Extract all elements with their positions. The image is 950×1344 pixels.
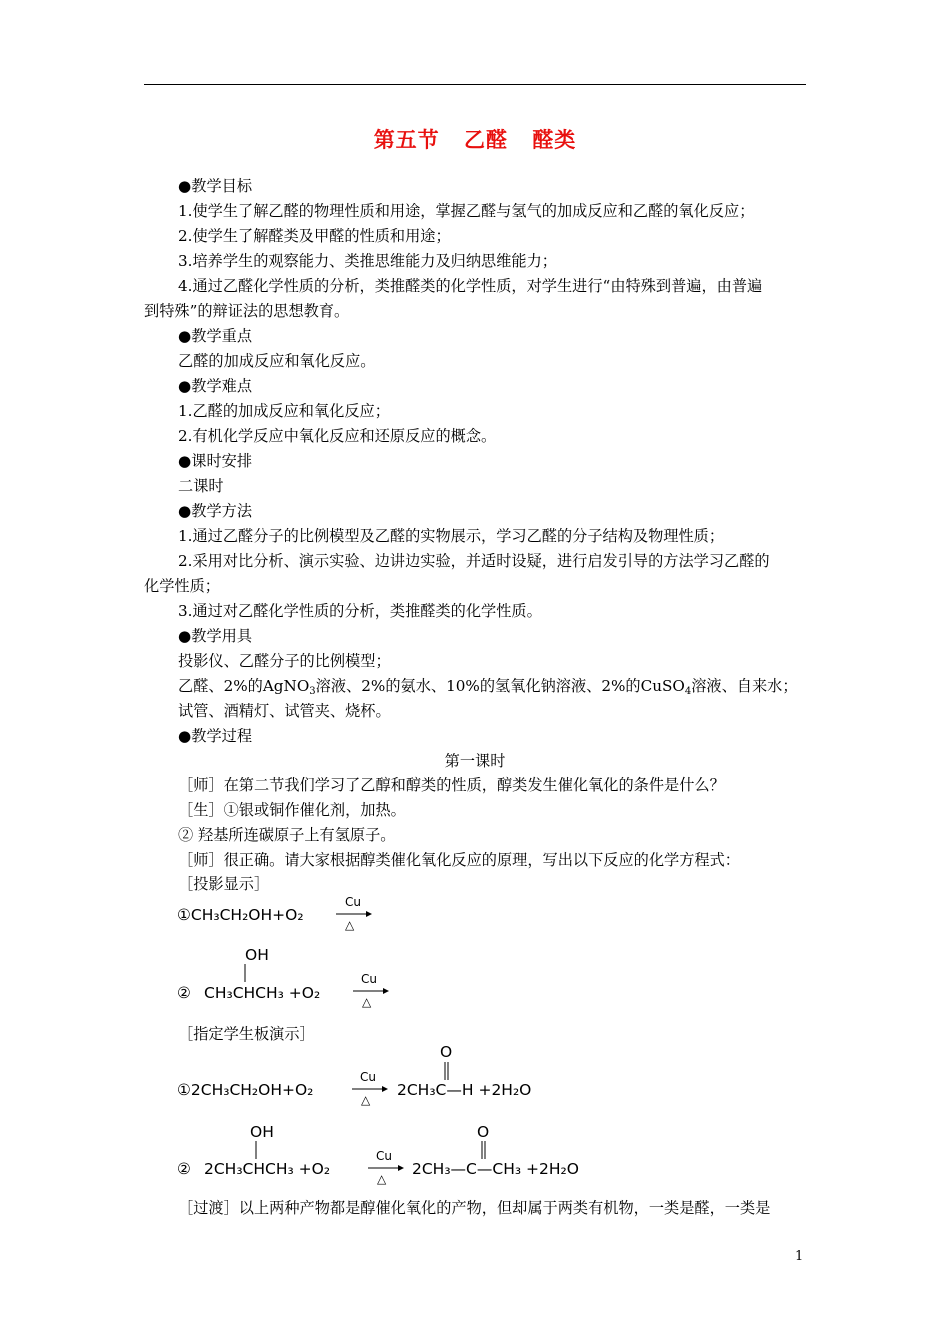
tools-1: 投影仪、乙醛分子的比例模型；: [178, 652, 391, 670]
answer-equation-1-right: 2CH₃C—H +2H₂O: [397, 1081, 532, 1099]
board-demo-label: ［指定学生板演示］: [178, 1025, 315, 1043]
carbonyl-oxygen: O: [477, 1123, 490, 1141]
hydroxyl-group: OH: [245, 946, 269, 964]
method-2-line-2: 化学性质；: [144, 577, 220, 595]
bond-line: [255, 1141, 259, 1161]
catalyst-label: Cu: [376, 1149, 392, 1163]
goal-3: 3.培养学生的观察能力、类推思维能力及归纳思维能力；: [178, 252, 557, 270]
title-acetaldehyde: 乙醛: [464, 127, 508, 152]
teacher-instruction: ［师］很正确。请大家根据醇类催化氧化反应的原理，写出以下反应的化学方程式：: [178, 851, 740, 869]
heat-label: △: [345, 918, 355, 932]
reaction-arrow-icon: [368, 1164, 408, 1172]
goals-heading: ●教学目标: [178, 177, 253, 195]
double-bond: [480, 1141, 488, 1161]
title-aldehydes: 醛类: [532, 127, 577, 152]
process-heading: ●教学过程: [178, 727, 253, 745]
teacher-question: ［师］在第二节我们学习了乙醇和醇类的性质，醇类发生催化氧化的条件是什么？: [178, 776, 725, 794]
answer-equation-1-left: ①2CH₃CH₂OH+O₂: [177, 1081, 314, 1099]
page-number: 1: [795, 1249, 804, 1264]
heat-label: △: [377, 1172, 387, 1186]
difficulty-heading: ●教学难点: [178, 377, 253, 395]
method-1: 1.通过乙醛分子的比例模型及乙醛的实物展示，学习乙醛的分子结构及物理性质；: [178, 527, 725, 545]
goal-4-line-2: 到特殊”的辩证法的思想教育。: [144, 302, 350, 320]
answer-equation-2-left: 2CH₃CHCH₃ +O₂: [204, 1160, 331, 1178]
goal-2: 2.使学生了解醛类及甲醛的性质和用途；: [178, 227, 451, 245]
catalyst-label: Cu: [360, 1070, 376, 1084]
tools-3: 试管、酒精灯、试管夹、烧杯。: [178, 702, 391, 720]
student-answer-2: ② 羟基所连碳原子上有氢原子。: [178, 826, 396, 844]
difficulty-1: 1.乙醛的加成反应和氧化反应；: [178, 402, 390, 420]
equation-number-2: ②: [177, 1160, 191, 1178]
goal-4-line-1: 4.通过乙醛化学性质的分析，类推醛类的化学性质，对学生进行“由特殊到普遍，由普遍: [178, 277, 763, 295]
reaction-arrow-icon: [353, 987, 393, 995]
catalyst-label: Cu: [361, 972, 377, 986]
tools-heading: ●教学用具: [178, 627, 253, 645]
equation-number-2: ②: [177, 984, 191, 1002]
goal-1: 1.使学生了解乙醛的物理性质和用途，掌握乙醛与氢气的加成反应和乙醛的氧化反应；: [178, 202, 755, 220]
difficulty-2: 2.有机化学反应中氧化反应和还原反应的概念。: [178, 427, 497, 445]
heat-label: △: [362, 995, 372, 1009]
method-heading: ●教学方法: [178, 502, 253, 520]
page-title: [0, 124, 950, 154]
lesson-1-heading: 第一课时: [444, 752, 506, 770]
question-equation-1: ①CH₃CH₂OH+O₂: [177, 906, 304, 924]
carbonyl-oxygen: O: [440, 1043, 453, 1061]
reaction-arrow-icon: [352, 1085, 392, 1093]
projection-label: ［投影显示］: [178, 875, 270, 893]
answer-equation-2-right: 2CH₃—C—CH₃ +2H₂O: [412, 1160, 579, 1178]
header-rule: [144, 84, 806, 85]
method-2-line-1: 2.采用对比分析、演示实验、边讲边实验，并适时设疑，进行启发引导的方法学习乙醛的: [178, 552, 770, 570]
method-3: 3.通过对乙醛化学性质的分析，类推醛类的化学性质。: [178, 602, 542, 620]
double-bond: [443, 1062, 451, 1082]
key-point: 乙醛的加成反应和氧化反应。: [178, 352, 376, 370]
heat-label: △: [361, 1093, 371, 1107]
transition-text: ［过渡］以上两种产物都是醇催化氧化的产物，但却属于两类有机物，一类是醛，一类是: [178, 1199, 771, 1217]
catalyst-label: Cu: [345, 895, 361, 909]
key-heading: ●教学重点: [178, 327, 253, 345]
schedule-heading: ●课时安排: [178, 452, 253, 470]
title-section: 第五节: [373, 127, 440, 152]
tools-2: 乙醛、2%的AgNO$_3$溶液、2%的氨水、10%的氢氧化钠溶液、2%的CuSO$_4$溶液、自来水；: [178, 677, 798, 697]
schedule-text: 二课时: [178, 477, 224, 495]
hydroxyl-group: OH: [250, 1123, 274, 1141]
reaction-arrow-icon: [336, 910, 376, 918]
bond-line: [244, 964, 248, 984]
question-equation-2: CH₃CHCH₃ +O₂: [204, 984, 321, 1002]
student-answer-1: ［生］①银或铜作催化剂，加热。: [178, 801, 406, 819]
